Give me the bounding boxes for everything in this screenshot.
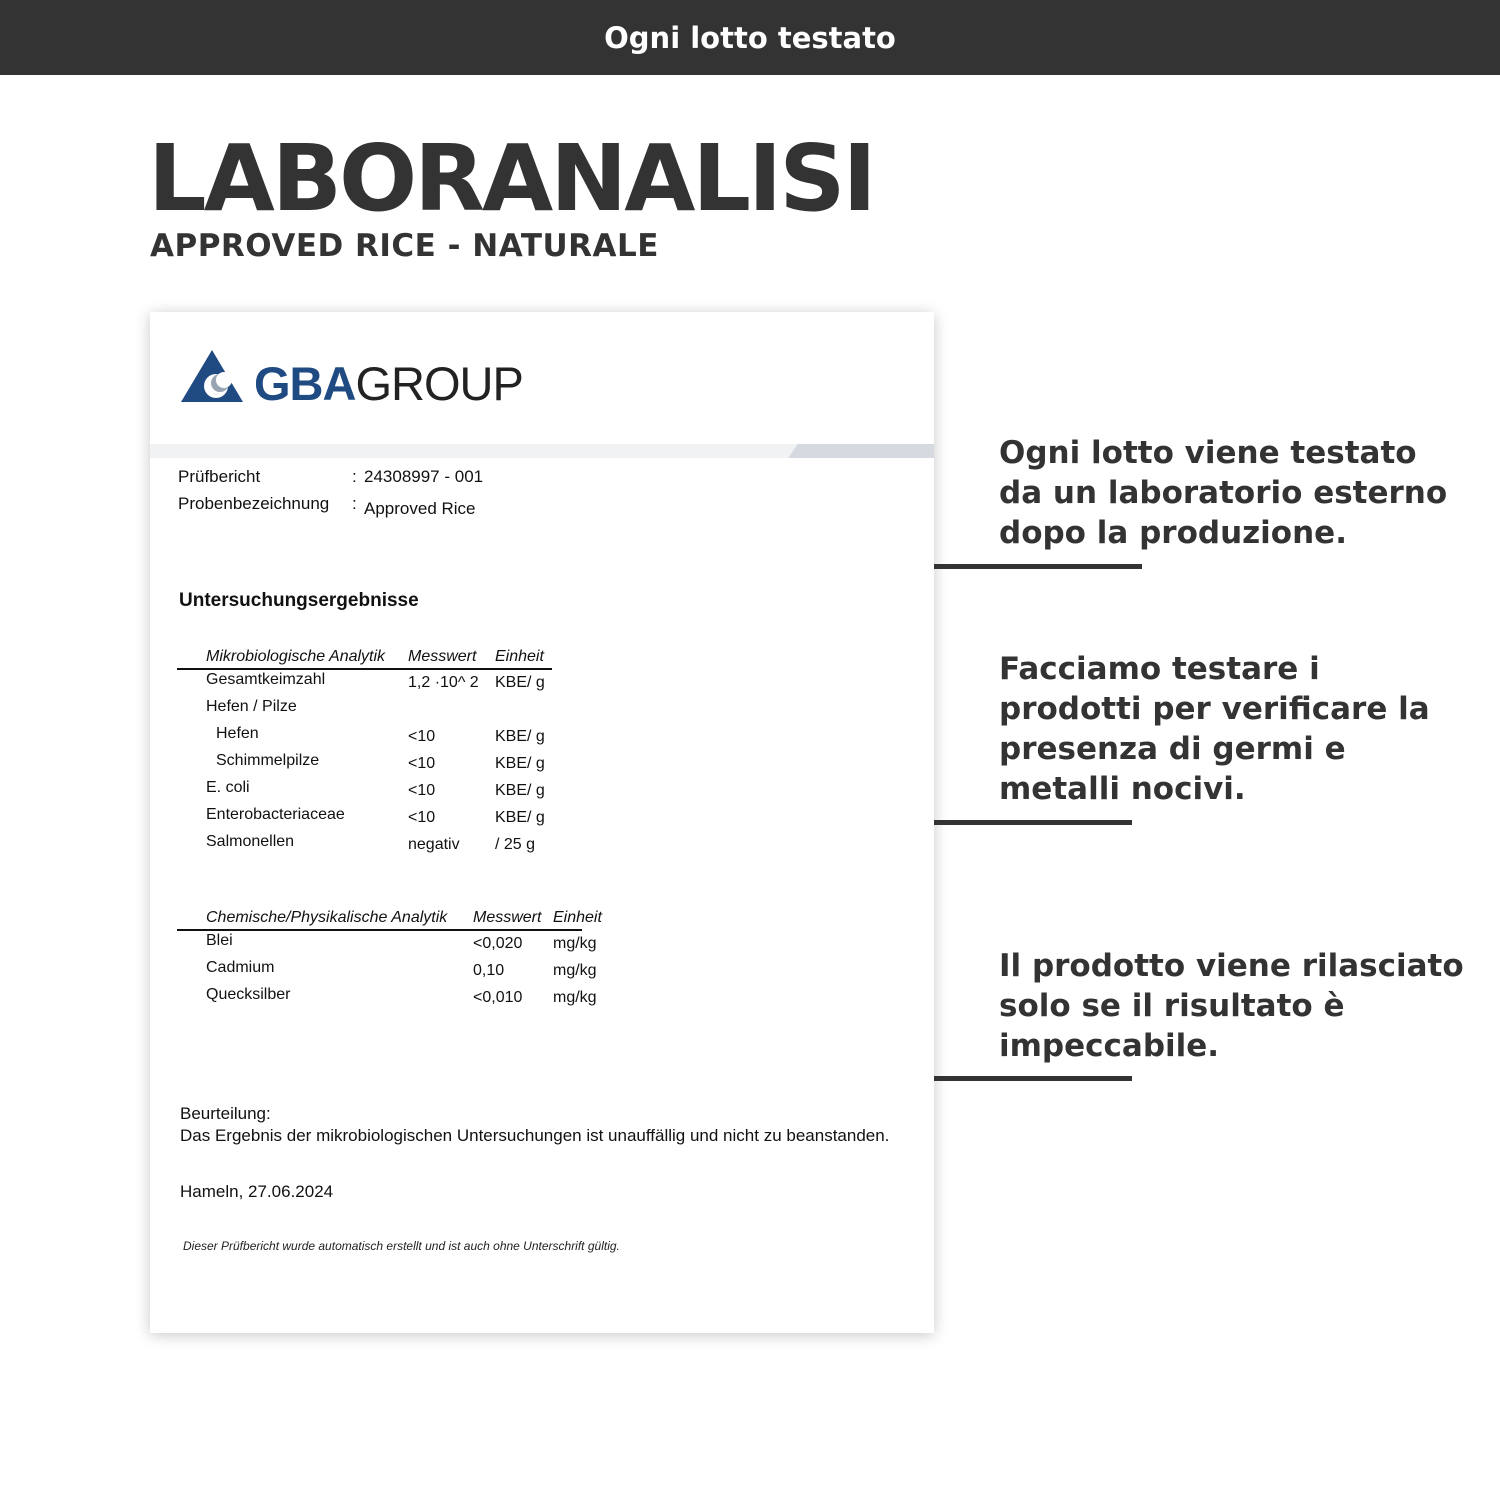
top-banner xyxy=(0,0,1500,75)
assessment-label: Beurteilung: xyxy=(180,1104,271,1123)
analyte-unit: mg/kg xyxy=(553,989,597,1006)
page-subtitle: APPROVED RICE - NATURALE xyxy=(150,228,659,264)
column-header-analysis: Chemische/Physikalische Analytik xyxy=(206,909,448,926)
analyte-unit: KBE/ g xyxy=(495,674,545,691)
analyte-unit: KBE/ g xyxy=(495,809,545,826)
meta-value: Approved Rice xyxy=(364,499,476,518)
logo-wordmark xyxy=(254,356,523,411)
page-title: LABORANALISI xyxy=(148,125,874,232)
analyte-unit: mg/kg xyxy=(553,962,597,979)
analyte-value: <0,020 xyxy=(473,935,523,952)
analyte-name: Hefen xyxy=(216,725,259,742)
validity-footnote: Dieser Prüfbericht wurde automatisch erstellt und ist auch ohne Unterschrift gültig. xyxy=(183,1239,620,1253)
analyte-value: <10 xyxy=(408,782,436,799)
results-heading: Untersuchungsergebnisse xyxy=(179,590,419,611)
analyte-name: Schimmelpilze xyxy=(216,752,320,769)
analyte-name: Salmonellen xyxy=(206,833,295,850)
assessment-text: Das Ergebnis der mikrobiologischen Untersuchungen ist unauffällig und nicht zu beanstanden. xyxy=(180,1126,890,1145)
analyte-name: Enterobacteriaceae xyxy=(206,806,345,823)
analyte-value: <10 xyxy=(408,809,436,826)
callout-divider xyxy=(934,564,1142,569)
meta-report-number xyxy=(178,467,483,487)
analyte-value: <10 xyxy=(408,728,436,745)
analyte-value: 1,2 ·10^ 2 xyxy=(408,674,479,691)
meta-label: Probenbezeichnung xyxy=(178,494,330,513)
header-divider-band xyxy=(150,444,934,458)
column-header-unit: Einheit xyxy=(553,909,602,926)
chem-table-header xyxy=(177,909,617,929)
chem-table-rule xyxy=(177,929,582,931)
micro-table-rule xyxy=(177,668,552,670)
analyte-name: E. coli xyxy=(206,779,250,796)
analyte-name: Cadmium xyxy=(206,959,275,976)
callout-germs-metals: Facciamo testare i prodotti per verificare la presenza di germi e metalli nocivi. xyxy=(999,651,1430,807)
banner-text: Ogni lotto testato xyxy=(604,20,896,55)
analyte-value: negativ xyxy=(408,836,460,853)
analyte-unit: KBE/ g xyxy=(495,782,545,799)
column-header-value: Messwert xyxy=(473,909,542,926)
callout-divider xyxy=(934,820,1132,825)
meta-sample-name xyxy=(178,494,476,518)
meta-separator: : xyxy=(352,467,357,486)
micro-table-header xyxy=(177,648,557,668)
column-header-analysis: Mikrobiologische Analytik xyxy=(206,648,386,665)
logo-text-light: GROUP xyxy=(355,357,523,410)
analyte-unit: mg/kg xyxy=(553,935,597,952)
gba-group-logo xyxy=(180,348,580,408)
column-header-unit: Einheit xyxy=(495,648,544,665)
callout-external-lab: Ogni lotto viene testato da un laboratorio esterno dopo la produzione. xyxy=(999,435,1448,551)
place-and-date: Hameln, 27.06.2024 xyxy=(180,1182,334,1201)
logo-text-bold: GBA xyxy=(254,357,356,410)
analyte-name: Quecksilber xyxy=(206,986,291,1003)
analyte-unit: KBE/ g xyxy=(495,755,545,772)
analyte-unit: / 25 g xyxy=(495,836,536,853)
column-header-value: Messwert xyxy=(408,648,477,665)
analyte-value: 0,10 xyxy=(473,962,505,979)
meta-label: Prüfbericht xyxy=(178,467,261,486)
analyte-name: Gesamtkeimzahl xyxy=(206,671,326,688)
lab-report-document xyxy=(150,312,934,1333)
analyte-value: <10 xyxy=(408,755,436,772)
triangle-logo-icon xyxy=(180,348,244,404)
callout-divider xyxy=(934,1076,1132,1081)
analyte-name: Hefen / Pilze xyxy=(206,698,297,715)
callout-release: Il prodotto viene rilasciato solo se il risultato è impeccabile. xyxy=(999,948,1464,1064)
analyte-name: Blei xyxy=(206,932,233,949)
meta-value: 24308997 - 001 xyxy=(364,467,484,486)
analyte-unit: KBE/ g xyxy=(495,728,545,745)
meta-separator: : xyxy=(352,494,357,513)
analyte-value: <0,010 xyxy=(473,989,523,1006)
